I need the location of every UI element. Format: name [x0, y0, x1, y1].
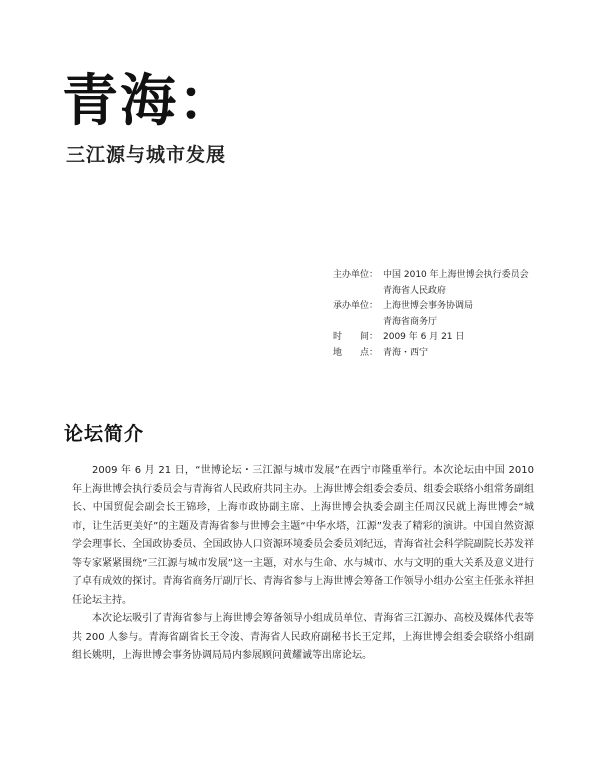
co-organizer-label: 承办单位： [333, 301, 379, 311]
forum-introduction [72, 462, 534, 666]
section-heading: 论坛简介 [64, 423, 145, 445]
location-value: 青海・西宁 [383, 347, 429, 358]
page-title: 青海： [62, 69, 236, 134]
organizer-label: 主办单位： [333, 270, 379, 280]
co-organizer-value: 青海省商务厅 [383, 316, 438, 327]
co-organizer-row [333, 299, 529, 330]
organizer-row [333, 268, 529, 299]
organizer-value: 中国 2010 年上海世博会执行委员会 [383, 270, 529, 280]
date-value: 2009 年 6 月 21 日 [383, 332, 465, 342]
date-row [333, 330, 529, 346]
event-info [333, 268, 529, 361]
paragraph: 2009 年 6 月 21 日，“世博论坛・三江源与城市发展”在西宁市隆重举行。本次论坛由中国 2010 年上海世博会执行委员会与青海省人民政府共同主办。上海世博会组委会委员、组委会联络小组常务副组长、中国贸促会副会长王锦珍，上海市政协副主席、上海世博会执委会副主任周汉民就上海世博会“城市，让生活更美好”的主题及青海省参与世博会主题“中华水塔，江源”发表了精彩的演讲。中国自然资源学会理事长、全国政协委员、全国政协人口资源环境委员会委员刘纪远，青海省社会科学院副院长苏发祥等专家紧紧围绕“三江源与城市发展”这一主题，对水与生命、水与城市、水与文明的重大关系及意义进行了卓有成效的探讨。青海省商务厅副厅长、青海省参与上海世博会筹备工作领导小组办公室主任张永祥担任论坛主持。 [72, 465, 534, 606]
page-subtitle: 三江源与城市发展 [66, 144, 227, 166]
paragraph: 本次论坛吸引了青海省参与上海世博会筹备领导小组成员单位、青海省三江源办、高校及媒体代表等共 200 人参与。青海省副省长王令浚、青海省人民政府副秘书长王定邦，上海世博会组委会联络小组副组长姚明，上海世博会事务协调局局内参展顾问黄耀诚等出席论坛。 [72, 613, 534, 661]
co-organizer-value: 上海世博会事务协调局 [383, 301, 474, 311]
date-label: 时 间： [333, 332, 379, 342]
location-row [333, 346, 529, 362]
location-label: 地 点： [333, 347, 379, 358]
organizer-value: 青海省人民政府 [383, 285, 447, 296]
